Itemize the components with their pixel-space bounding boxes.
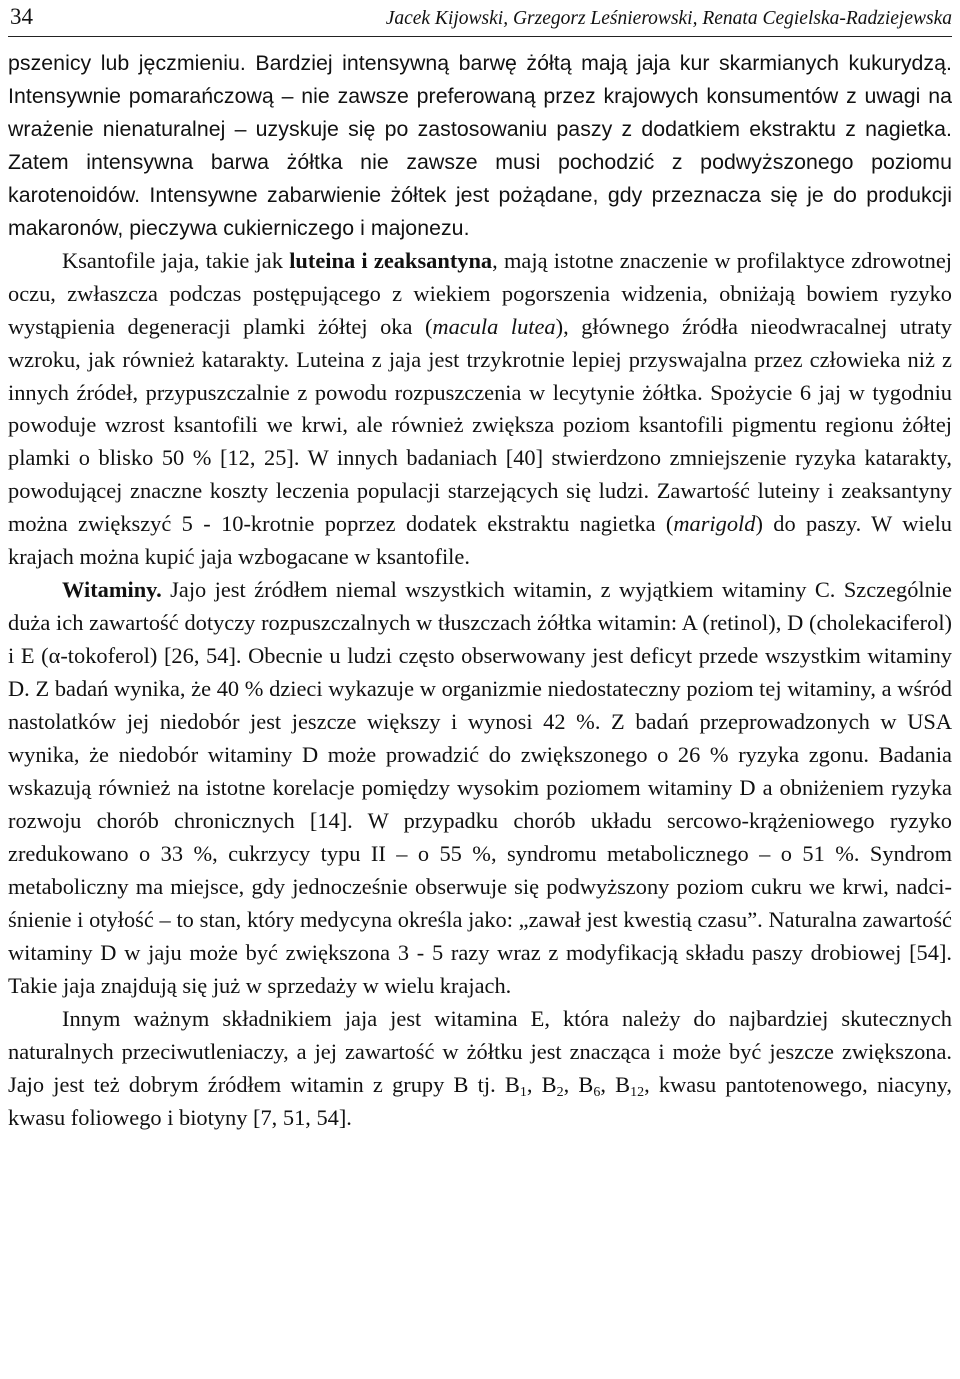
paragraph-carotenoids xyxy=(8,47,952,245)
body-text xyxy=(8,47,952,1134)
paragraph-text: Jajo jest źródłem niemal wszystkich witamin, z wyjątkiem witaminy C. Szczególnie duża ich zawartość dotyczy rozpuszczalnych w tłuszczach żółtka witamin: A (retinol), D (cholekaciferol) i E (α-tokoferol) [26, 54]. Obecnie u ludzi często obserwowany jest deficyt przede wszystkim witaminy D. Z badań wynika, że 40 % dzieci wykazuje w organizmie niedostateczny poziom tej witaminy, a wśród nastolatków jej niedobór jest jeszcze większy i wynosi 42 %. Z badań przeprowadzonych w USA wynika, że niedobór witaminy D może prowadzić do zwiększonego o 26 % ryzyka zgonu. Badania wskazują również na istotne korelacje pomiędzy wysokim poziomem witaminy D a obniżeniem ryzyka rozwoju chorób chronicznych [14]. W przypadku chorób układu sercowo-krążeniowego ryzyko zredukowano o 33 %, cukrzycy typu II – o 55 %, syndromu metabolicznego – o 51 %. Syndrom metaboliczny ma miejsce, gdy jednocześnie obserwuje się podwyższony poziom cukru we krwi, nadciśnienie i otyłość – to stan, który medycyna określa jako: „zawał jest kwestią czasu”. Naturalna zawartość witaminy D w jaju może być zwiększona 3 - 5 razy wraz z modyfikacją składu paszy drobiowej [54]. Takie jaja znajdują się już w sprzedaży w wielu krajach. xyxy=(8,577,952,998)
page-number: 34 xyxy=(10,4,33,29)
subscript: 6 xyxy=(593,1084,601,1100)
page-header xyxy=(8,2,952,37)
paragraph-text: , mają istotne znaczenie w profilaktyce zdrowotnej oczu, zwłaszcza podczas postępującego z wiekiem pogorszenia widzenia, obniżają bowiem ryzyko wystąpienia degeneracji plamki żółtej oka ( xyxy=(8,247,952,339)
paragraph-text: Ksantofile jaja, takie jak xyxy=(62,247,290,273)
paragraph-text: Innym ważnym składnikiem jaja jest witamina E, która należy do najbardziej skutecznych naturalnych przeciwutleniaczy, a jej zawartość w żółtku jest znacząca i może być jeszcze zwiększona. Jajo jest też dobrym źródłem witamin z grupy B tj. B xyxy=(8,1005,952,1097)
paragraph-text: pszenicy lub jęczmieniu. Bardziej intensywną barwę żółtą mają jaja kur skarmianych kukurydzą. Intensywnie pomarańczową – nie zawsze preferowaną przez krajowych konsumentów z uwagi na wrażenie nienaturalnej – uzyskuje się po zastosowaniu paszy z dodatkiem ekstraktu z nagietka. Zatem intensywna barwa żółtka nie zawsze musi pochodzić z podwyższonego poziomu karotenoidów. Intensywne zabarwienie żółtek jest pożądane, gdy przeznacza się je do produkcji makaronów, pieczywa cukierniczego i majonezu. xyxy=(8,51,952,240)
italic-term-marigold: marigold xyxy=(673,511,756,537)
bold-term-lutein: luteina i zeaksantyna xyxy=(289,247,493,273)
paragraph-text: ) do paszy. W wielu krajach można kupić jaja wzbogacane w ksantofile. xyxy=(8,511,952,570)
separator: , B xyxy=(600,1071,631,1097)
paragraph-text: , kwasu pantotenowego, niacyny, kwasu foliowego i biotyny [7, 51, 54]. xyxy=(8,1071,952,1130)
separator: , B xyxy=(526,1071,557,1097)
italic-term-macula-lutea: macula lutea xyxy=(432,313,556,339)
subscript: 12 xyxy=(630,1084,645,1100)
paragraph-vitamin-e xyxy=(8,1003,952,1135)
running-head-authors: Jacek Kijowski, Grzegorz Leśnierowski, Renata Cegielska-Radziejewska xyxy=(385,8,952,29)
separator: , B xyxy=(563,1071,594,1097)
paragraph-xanthophylls xyxy=(8,245,952,575)
paragraph-vitamins xyxy=(8,574,952,1002)
subscript: 1 xyxy=(519,1084,527,1100)
paragraph-text: ), głównego źródła nieodwracalnej utraty wzroku, jak również katarakty. Luteina z jaja jest trzykrotnie lepiej przyswajalna przez człowieka niż z innych źródeł, przypuszczalnie z powodu rozpuszczenia w lecytynie żółtka. Spożycie 6 jaj w tygodniu powoduje wzrost ksantofili we krwi, ale również zwiększa poziom ksantofili pigmentu regionu żółtej plamki o blisko 50 % [12, 25]. W innych badaniach [40] stwierdzono zmniejszenie ryzyka katarakty, powodującej znaczne koszty leczenia populacji starzejących się ludzi. Zawartość luteiny i zeaksantyny można zwiększyć 5 - 10-krotnie poprzez dodatek ekstraktu nagietka ( xyxy=(8,313,952,537)
section-heading-vitamins: Witaminy. xyxy=(62,577,162,603)
subscript: 2 xyxy=(556,1084,564,1100)
